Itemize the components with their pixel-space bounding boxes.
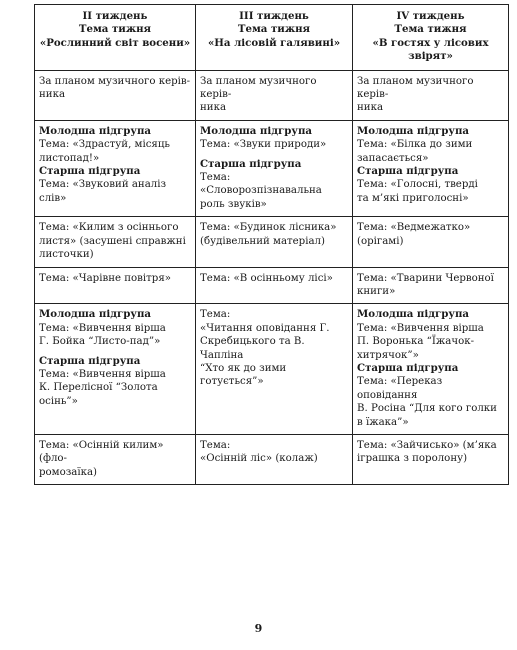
cell-line: ника [39,89,66,101]
cell-line: Тема: «Голосні, тверді [357,179,478,191]
week-theme: «На лісовій галявині» [207,36,341,49]
table-row [35,217,509,267]
table-row [35,267,509,304]
cell-line: «Осінній ліс» (колаж) [200,453,318,465]
cell-line: За планом музичного керів- [200,75,317,101]
cell-line: Тема: «Чарівне повітря» [39,272,171,284]
subgroup-label: Молодша підгрупа [357,124,469,137]
cell-line: (орігамі) [357,235,404,247]
week-theme: «Рослинний світ восени» [39,36,191,49]
table-cell [353,70,509,120]
cell-line: ромозаїка) [39,466,98,478]
cell-line: Тема: «Зайчисько» (м’яка [357,439,497,451]
table-cell [353,217,509,267]
cell-line: Тема: «Вивчення вірша [39,322,166,334]
cell-line: “Хто як до зими готується”» [200,362,287,388]
cell-line: (будівельний матеріал) [200,235,325,247]
week-theme: «В гостях у лісових звірят» [372,36,489,63]
cell-line: Тема: «Килим з осіннього [39,222,179,234]
weekly-plan-table [34,4,509,485]
plan-body [35,70,509,485]
table-cell [196,434,353,484]
table-row [35,70,509,120]
table-cell [196,120,353,216]
cell-line: хитрячок”» [357,349,419,361]
header-week-4 [353,5,509,71]
table-row [35,120,509,216]
cell-line: ника [200,102,227,114]
week-label: II тиждень [82,10,148,22]
table-cell [353,267,509,304]
cell-line: В. Росіна “Для кого голки [357,403,497,415]
cell-line: запасається» [357,152,429,164]
theme-label: Тема тижня [237,23,311,36]
subgroup-label: Молодша підгрупа [357,308,469,321]
cell-line: К. Перелісної “Золота [39,382,158,394]
cell-line: Тема: «Словорозпізнавальна [200,172,322,197]
cell-line: ника [357,102,384,114]
cell-line: Тема: «Переказ оповідання [357,376,443,401]
table-row [35,434,509,484]
cell-line: Г. Бойка “Листо-пад”» [39,336,161,348]
cell-line: осінь”» [39,395,78,407]
cell-line: Тема: «Осінній килим» (фло- [39,439,164,465]
table-cell [196,304,353,435]
table-cell [353,304,509,435]
cell-line: Тема: «Білка до зими [357,139,473,151]
table-row [35,304,509,435]
subgroup-label: Молодша підгрупа [39,124,151,137]
cell-line: Тема: «В осінньому лісі» [200,272,333,284]
table-cell [353,434,509,484]
table-cell [35,70,196,120]
subgroup-label: Старша підгрупа [357,361,459,374]
header-week-3 [196,5,353,71]
cell-line: Тема: [200,309,231,321]
cell-line: Тема: «Звуковий аналіз [39,179,167,191]
table-cell [35,217,196,267]
cell-line: листя» (засушені справжні [39,235,186,247]
cell-line: Скребицького та В. Чапліна [200,336,305,361]
cell-line: Тема: [200,439,231,451]
cell-line: Тема: «Тварини Червоної [357,272,494,284]
header-row [35,5,509,71]
cell-line: За планом музичного керів- [357,75,474,101]
theme-label: Тема тижня [78,23,152,36]
subgroup-label: Молодша підгрупа [39,308,151,321]
theme-label: Тема тижня [394,23,467,36]
plan-page [34,4,508,485]
cell-line: Тема: «Вивчення вірша [39,368,166,380]
cell-line: книги» [357,285,396,297]
cell-line: роль звуків» [200,198,267,210]
cell-line: іграшка з поролону) [357,453,468,465]
table-cell [196,70,353,120]
subgroup-label: Старша підгрупа [200,157,302,170]
cell-line: Тема: «Вивчення вірша [357,322,484,334]
cell-line: Тема: «Здрастуй, місяць [39,139,170,151]
table-cell [196,217,353,267]
subgroup-label: Старша підгрупа [39,354,141,367]
subgroup-label: Молодша підгрупа [200,124,312,137]
week-label: IV тиждень [396,10,465,22]
table-cell [353,120,509,216]
cell-line: слів» [39,192,67,204]
cell-line: За планом музичного керів- [39,75,191,87]
cell-line: П. Воронька “Їжачок- [357,336,475,348]
subgroup-label: Старша підгрупа [357,165,459,178]
header-week-2 [35,5,196,71]
cell-line: Тема: «Будинок лісника» [200,222,337,234]
week-label: III тиждень [239,10,309,22]
table-cell [196,267,353,304]
table-cell [35,434,196,484]
cell-line: листочки) [39,249,94,261]
table-cell [35,304,196,435]
cell-line: «Читання оповідання Г. [200,322,330,334]
cell-line: листопад!» [39,152,100,164]
cell-line: Тема: «Звуки природи» [200,139,327,151]
table-cell [35,267,196,304]
subgroup-label: Старша підгрупа [39,165,141,178]
cell-line: в їжака”» [357,416,409,428]
table-cell [35,120,196,216]
page-number: 9 [254,622,263,635]
cell-line: та м’які приголосні» [357,192,469,204]
cell-line: Тема: «Ведмежатко» [357,222,471,234]
